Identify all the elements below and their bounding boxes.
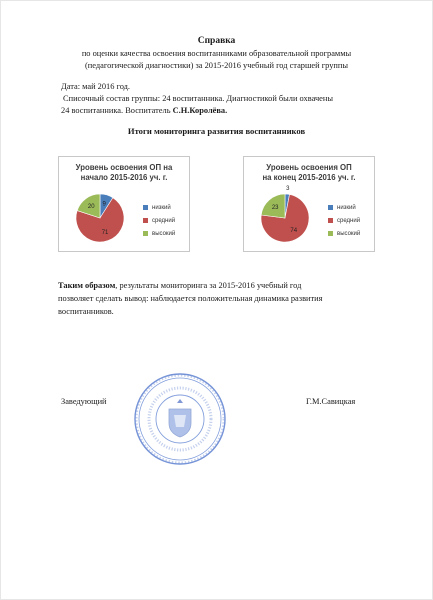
teacher-name: С.Н.Королёва. [172,106,228,115]
legend-label: низкий [337,204,356,211]
legend-item-high [328,227,360,240]
data-label-medium: 71 [101,230,109,236]
legend-item-medium [328,214,360,227]
legend-swatch [328,231,333,236]
coverage-line [61,106,227,115]
legend-item-low [143,201,175,214]
chart-title-line-2: начало 2015-2016 уч. г. [80,173,168,182]
subtitle-line-1: по оценки качества освоения воспитанниками образовательной программы [81,49,352,58]
start-of-year-pie-chart [58,156,190,252]
legend-swatch [328,205,333,210]
legend-swatch [143,205,148,210]
legend-label: высокий [337,230,361,237]
data-label-low: 9 [102,201,106,208]
legend-label: средний [337,217,361,224]
roster-line: Списочный состав группы: 24 воспитанника. Диагностикой были охвачены [63,94,333,103]
chart-title-line-1: Уровень освоения ОП на [75,163,173,172]
conclusion-lead: Таким образом [58,281,116,290]
data-label-high: 23 [271,204,279,211]
legend-item-high [143,227,175,240]
coverage-text: 24 воспитанника. Воспитатель [61,106,171,115]
data-label-low: 3 [286,186,290,193]
signature-title: Заведующий [61,397,107,406]
signature-name: Г.М.Савицкая [306,397,356,406]
end-of-year-pie-chart [243,156,375,252]
chart-title-line-2: на конец 2015-2016 уч. г. [262,173,356,182]
official-stamp [132,371,228,467]
legend-item-medium [143,214,175,227]
legend-label: высокий [152,230,176,237]
document-title: Справка [197,36,236,46]
conclusion-text: , результаты мониторинга за 2015-2016 учебный год [115,281,302,290]
legend-swatch [328,218,333,223]
legend-item-low [328,201,360,214]
chart-title-line-1: Уровень освоения ОП [266,163,352,172]
subtitle-line-2: (педагогической диагностики) за 2015-2016 учебный год старшей группы [84,61,349,70]
legend-swatch [143,218,148,223]
date-line: Дата: май 2016 год. [61,82,131,91]
legend-swatch [143,231,148,236]
data-label-medium: 74 [290,228,298,235]
chart-legend [328,201,360,240]
data-label-high: 20 [87,203,95,210]
legend-label: низкий [152,204,171,211]
conclusion-line-3: воспитанников. [58,307,114,316]
conclusion-line-1 [58,281,301,290]
legend-label: средний [152,217,176,224]
conclusion-line-2: позволяет сделать вывод: наблюдается положительная динамика развития [58,294,323,303]
chart-legend [143,201,175,240]
section-heading: Итоги мониторинга развития воспитанников [127,126,306,136]
